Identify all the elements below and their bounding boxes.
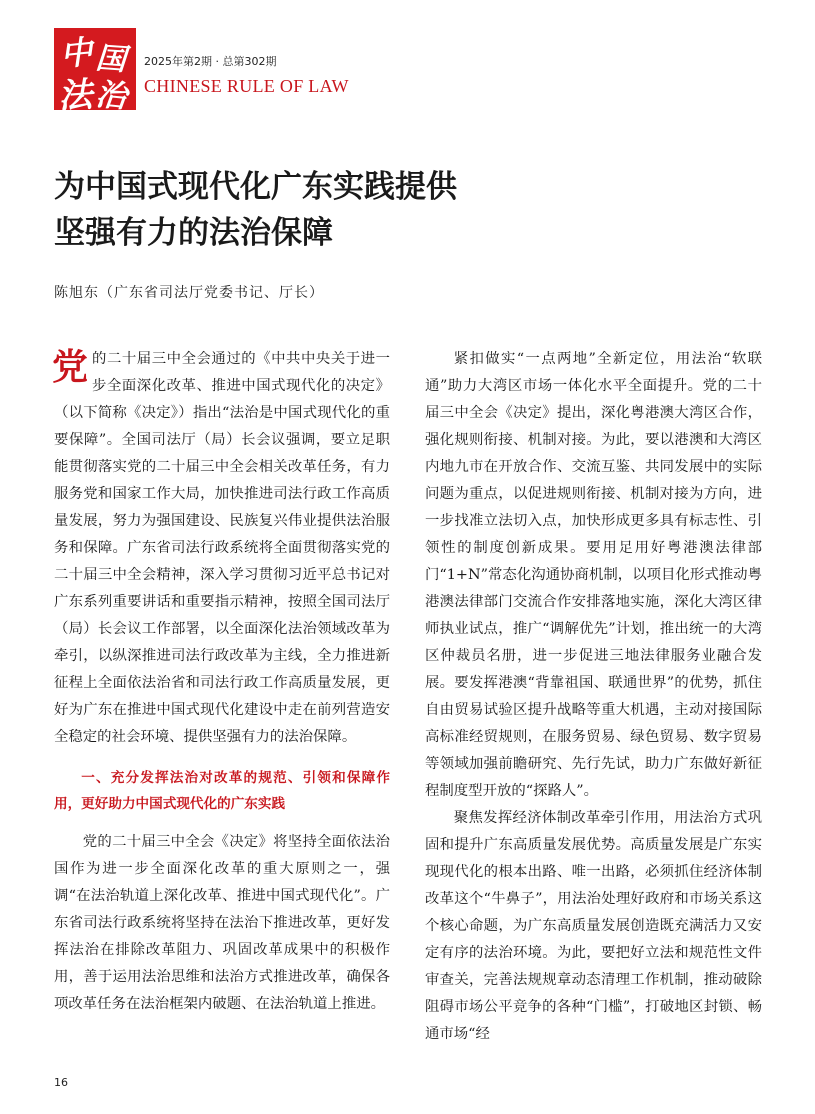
section-heading: 一、充分发挥法治对改革的规范、引领和保障作用，更好助力中国式现代化的广东实践 xyxy=(54,770,390,812)
logo-char: 治 xyxy=(93,76,129,116)
brand-english-name: CHINESE RULE OF LAW xyxy=(144,76,349,96)
page-number: 16 xyxy=(54,1076,68,1089)
paragraph-text: 的二十届三中全会通过的《中共中央关于进一步全面深化改革、推进中国式现代化的决定》（以下简称《决定》）指出“法治是中国式现代化的重要保障”。全国司法厅（局）长会议强调，要立足职能贯彻落实党的二十届三中全会相关改革任务，有力服务党和国家工作大局，加快推进司法行政工作高质量发展，努力为强国建设、民族复兴伟业提供法治服务和保障。广东省司法行政系统将全面贯彻落实党的二十届三中全会精神，深入学习贯彻习近平总书记对广东系列重要讲话和重要指示精神，按照全国司法厅（局）长会议工作部署，以全面深化法治领域改革为牵引，以纵深推进司法行政改革为主线，全力推进新征程上全面依法治省和司法行政工作高质量发展，更好为广东在推进中国式现代化建设中走在前列营造安全稳定的社会环境、提供坚强有力的法治保障。 xyxy=(54,351,390,745)
right-column xyxy=(425,346,762,1048)
issue-info: 2025年第2期 · 总第302期 xyxy=(144,55,277,68)
article-author: 陈旭东（广东省司法厅党委书记、厅长） xyxy=(54,285,324,301)
article-title xyxy=(54,164,674,256)
paragraph xyxy=(54,346,390,751)
left-column xyxy=(54,346,390,1018)
title-line: 为中国式现代化广东实践提供 xyxy=(54,169,457,205)
paragraph: 党的二十届三中全会《决定》将坚持全面依法治国作为进一步全面深化改革的重大原则之一，强调“在法治轨道上深化改革、推进中国式现代化”。广东省司法行政系统将坚持在法治下推进改革，更好发挥法治在排除改革阻力、巩固改革成果中的积极作用，善于运用法治思维和法治方式推进改革，确保各项改革任务在法治框架内破题、在法治轨道上推进。 xyxy=(54,834,390,1012)
logo-char: 中 xyxy=(58,32,95,74)
drop-cap: 党 xyxy=(52,347,89,388)
logo-char: 法 xyxy=(56,74,94,118)
paragraph: 聚焦发挥经济体制改革牵引作用，用法治方式巩固和提升广东高质量发展优势。高质量发展是广东实现现代化的根本出路、唯一出路，必须抓住经济体制改革这个“牛鼻子”，用法治处理好政府和市场关系这个核心命题，为广东高质量发展创造既充满活力又安定有序的法治环境。为此，要把好立法和规范性文件审查关，完善法规规章动态清理工作机制，推动破除阻碍市场公平竞争的各种“门槛”，打破地区封锁、畅通市场“经 xyxy=(425,810,762,1042)
logo-char: 国 xyxy=(94,40,127,78)
title-line: 坚强有力的法治保障 xyxy=(54,215,333,251)
paragraph: 紧扣做实“一点两地”全新定位，用法治“软联通”助力大湾区市场一体化水平全面提升。党的二十届三中全会《决定》提出，深化粤港澳大湾区合作，强化规则衔接、机制对接。为此，要以港澳和大湾区内地九市在开放合作、交流互鉴、共同发展中的实际问题为重点，以促进规则衔接、机制对接为方向，进一步找准立法切入点，加快形成更多具有标志性、引领性的制度创新成果。要用足用好粤港澳法律部门“1+N”常态化沟通协商机制，以项目化形式推动粤港澳法律部门交流合作安排落地实施，深化大湾区律师执业试点，推广“调解优先”计划，推出统一的大湾区仲裁员名册，进一步促进三地法律服务业融合发展。要发挥港澳“背靠祖国、联通世界”的优势，抓住自由贸易试验区提升战略等重大机遇，主动对接国际高标准经贸规则，在服务贸易、绿色贸易、数字贸易等领域加强前瞻研究、先行先试，助力广东做好新征程制度型开放的“探路人”。 xyxy=(425,351,762,799)
magazine-logo xyxy=(54,28,136,118)
